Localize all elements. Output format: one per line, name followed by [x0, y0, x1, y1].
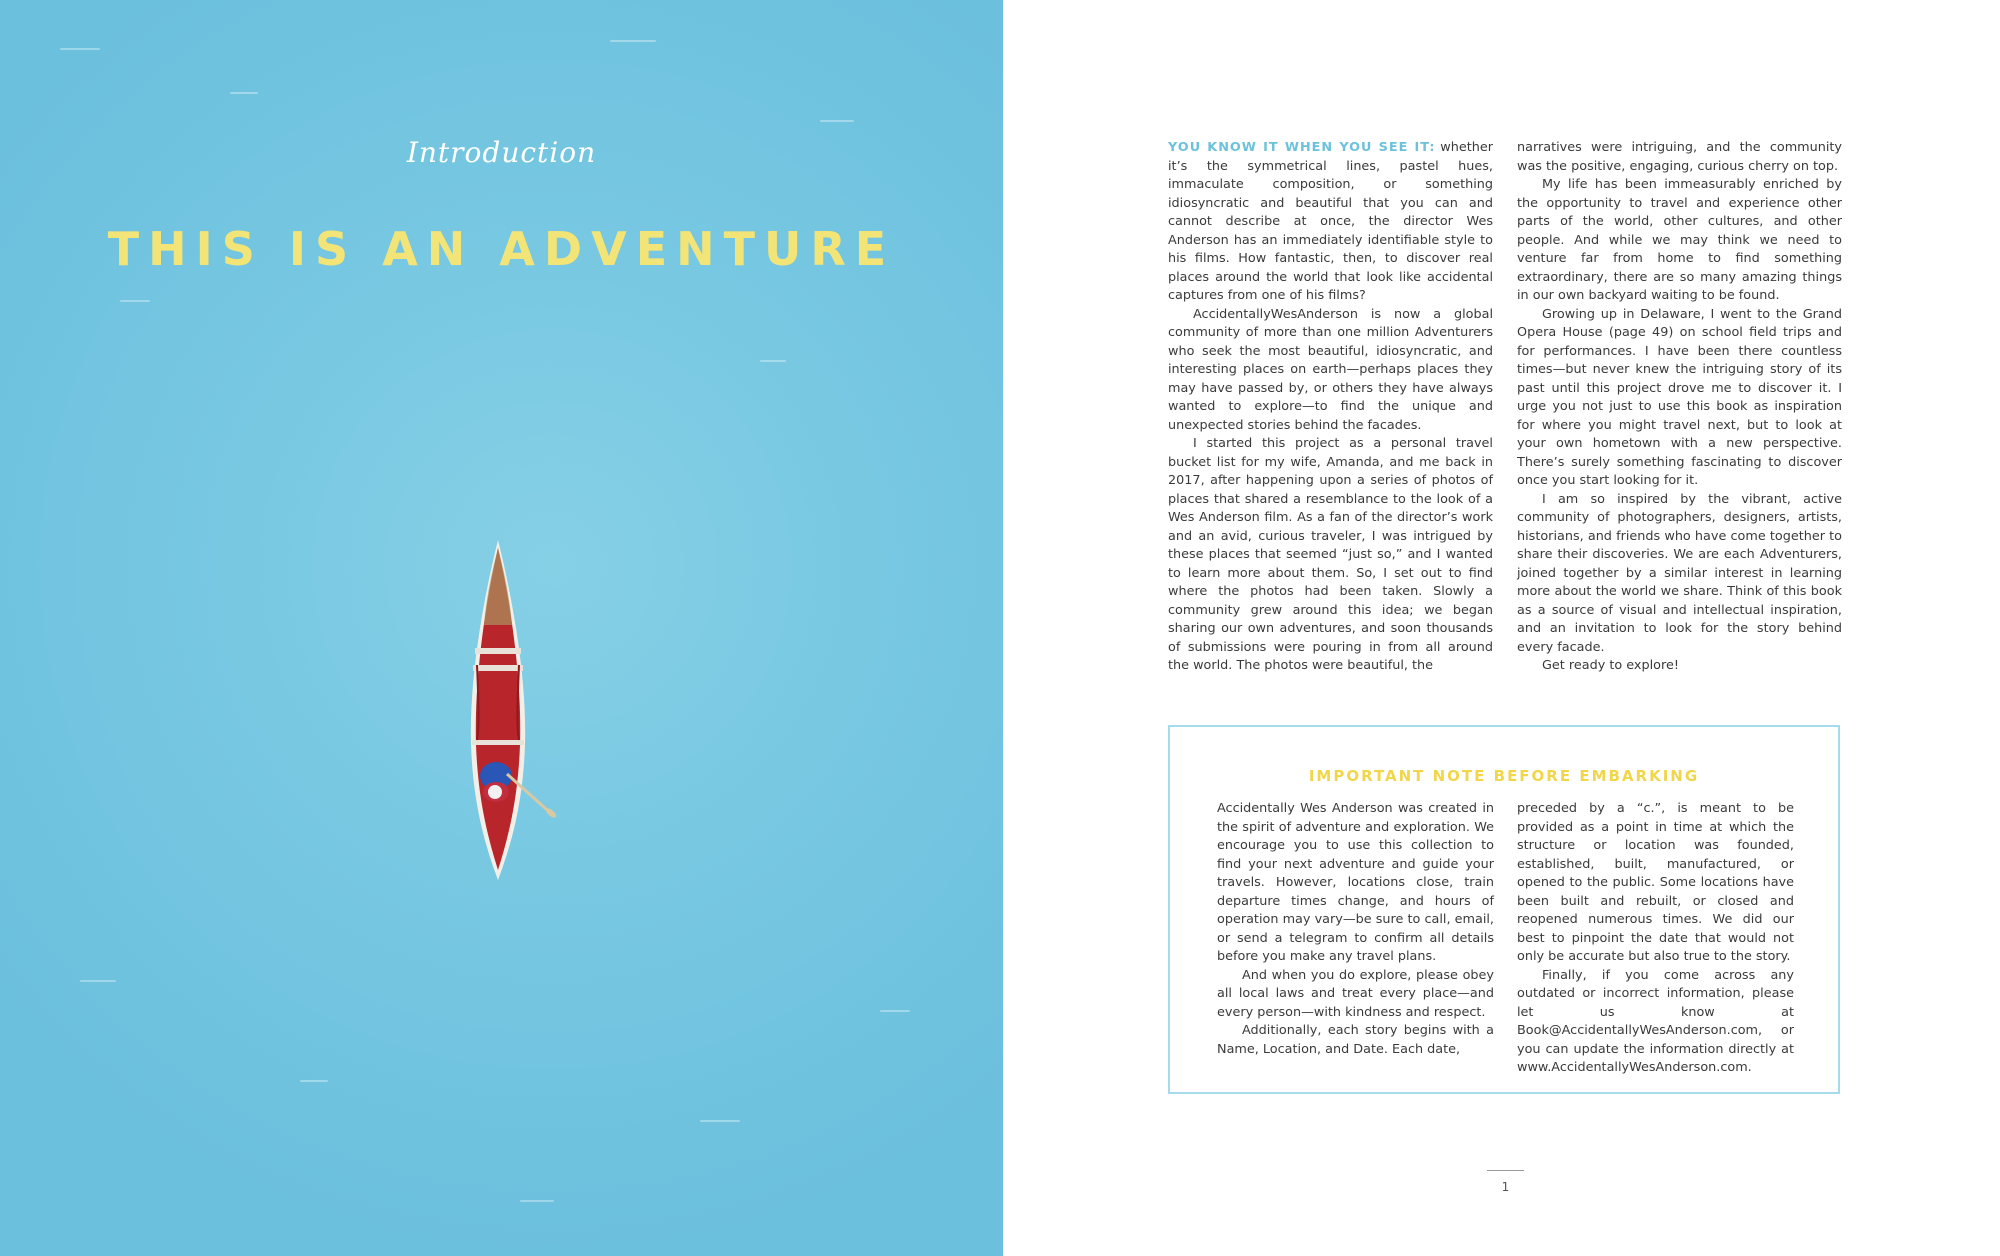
- note-title: IMPORTANT NOTE BEFORE EMBARKING: [1308, 767, 1700, 785]
- body-paragraph: AccidentallyWesAnderson is now a global community of more than one million Adventurers who seek the most beautiful, idiosyncratic, and interesting places on earth—perhaps places they may have passed by, or others they have always wanted to explore—to find the unique and unexpected stories behind the facades.: [1168, 306, 1493, 433]
- note-column-right: [1517, 800, 1794, 1078]
- lead-in: YOU KNOW IT WHEN YOU SEE IT:: [1168, 140, 1436, 155]
- introduction-label: Introduction: [406, 136, 597, 169]
- intro-paragraph: YOU KNOW IT WHEN YOU SEE IT: whether it’s the symmetrical lines, pastel hues, immaculate composition, or something idiosyncratic and beautiful that you can and cannot describe at once, the director Wes Anderson has an immediately identifiable style to his films. How fantastic, then, to discover real places around the world that look like accidental captures from one of his films?: [1168, 140, 1493, 303]
- body-column-right: [1517, 139, 1842, 676]
- red-canoe-illustration: [455, 530, 565, 890]
- body-paragraph: Growing up in Delaware, I went to the Grand Opera House (page 49) on school field trips and for performances. I have been there countless times—but never knew the intriguing story of its past until this project drove me to discover it. I urge you not just to use this book as inspiration for where you might travel next, but to look at your own hometown with a new perspective. There’s surely something fascinating to discover once you start looking for it.: [1517, 306, 1842, 488]
- body-column-left: [1168, 139, 1493, 676]
- note-paragraph: And when you do explore, please obey all local laws and treat every place—and every person—with kindness and respect.: [1217, 967, 1494, 1020]
- note-paragraph: Accidentally Wes Anderson was created in the spirit of adventure and exploration. We encourage you to use this collection to find your next adventure and guide your travels. However, locations close, train departure times change, and hours of operation may vary—be sure to call, email, or send a telegram to confirm all details before you make any travel plans.: [1217, 801, 1494, 964]
- body-paragraph: I am so inspired by the vibrant, active community of photographers, designers, artists, historians, and friends who have come together to share their discoveries. We are each Adventurers, joined together by a similar interest in learning more about the world we share. Think of this book as a source of visual and intellectual inspiration, and an invitation to look for the story behind every facade.: [1517, 491, 1842, 655]
- body-paragraph: narratives were intriguing, and the community was the positive, engaging, curious cherry on top.: [1517, 140, 1842, 174]
- page-number-rule: [1487, 1170, 1524, 1171]
- body-paragraph: Get ready to explore!: [1542, 658, 1679, 673]
- text-page: [1003, 0, 2000, 1256]
- chapter-title: THIS IS AN ADVENTURE: [107, 222, 896, 276]
- body-paragraph: I started this project as a personal travel bucket list for my wife, Amanda, and me back in 2017, after happening upon a series of photos of places that shared a resemblance to the look of a Wes Anderson film. As a fan of the director’s work and an avid, curious traveler, I was intrigued by these places that seemed “just so,” and I wanted to learn more about them. So, I set out to find where the photos had been taken. Slowly a community grew around this idea; we began sharing our own adventures, and soon thousands of submissions were pouring in from all around the world. The photos were beautiful, the: [1168, 436, 1493, 673]
- body-paragraph: My life has been immeasurably enriched by the opportunity to travel and experience other parts of the world, other cultures, and other people. And while we may think we need to venture far from home to find something extraordinary, there are so many amazing things in our own backyard waiting to be found.: [1517, 177, 1842, 303]
- note-paragraph: Finally, if you come across any outdated or incorrect information, please let us know at Book@AccidentallyWesAnderson.com, or you can update the information directly at www.AccidentallyWesAnderson.com.: [1517, 967, 1794, 1075]
- note-paragraph: preceded by a “c.”, is meant to be provided as a point in time at which the structure or location was founded, established, built, manufactured, or opened to the public. Some locations have been built and rebuilt, or closed and reopened numerous times. We did our best to pinpoint the date that would not only be accurate but also true to the story.: [1517, 801, 1794, 964]
- page-number: 1: [1501, 1180, 1510, 1194]
- note-column-left: [1217, 800, 1494, 1059]
- important-note-box: [1168, 725, 1840, 1094]
- note-paragraph: Additionally, each story begins with a Name, Location, and Date. Each date,: [1217, 1023, 1494, 1057]
